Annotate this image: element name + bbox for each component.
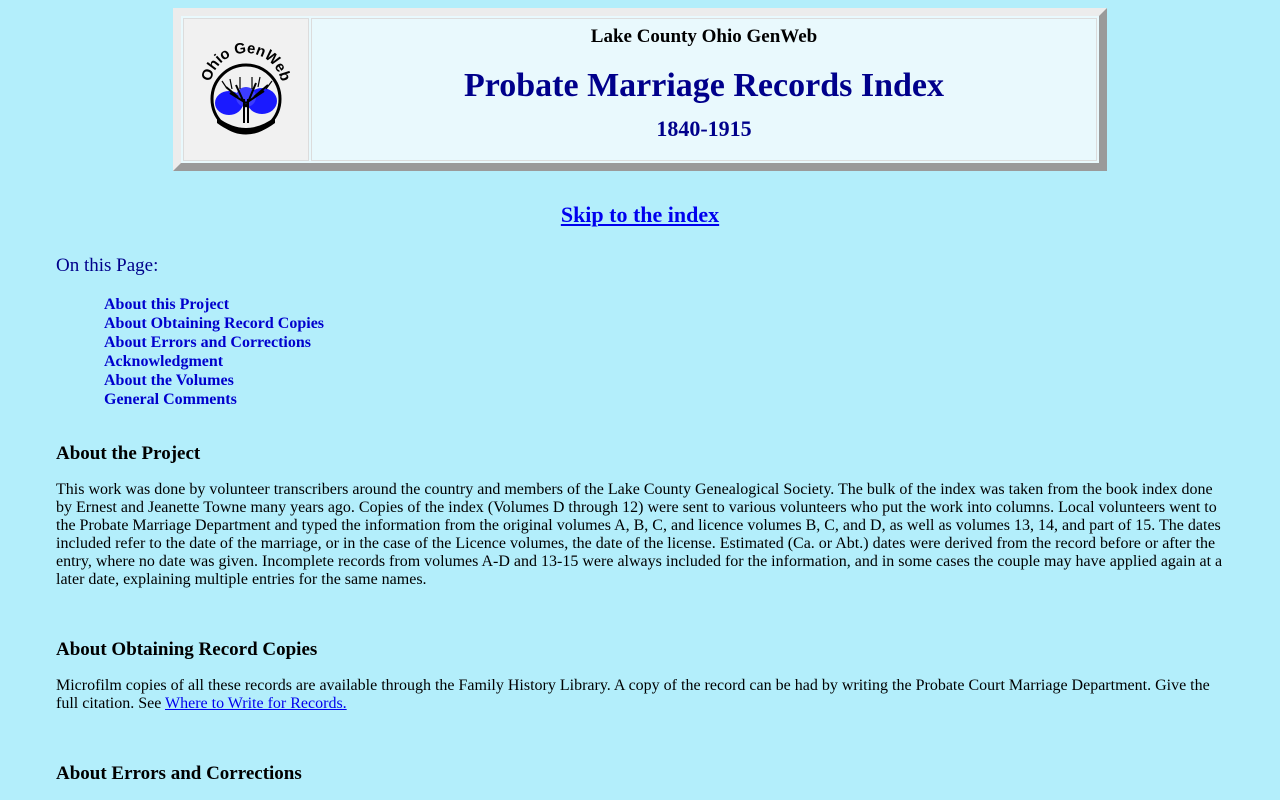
on-this-page-label: On this Page: [56, 255, 159, 276]
section-heading-project: About the Project [56, 443, 201, 464]
skip-link-container [0, 202, 1280, 228]
site-name: Lake County Ohio GenWeb [590, 26, 818, 47]
toc-link-obtaining-copies[interactable]: About Obtaining Record Copies [104, 315, 325, 332]
page-title: Probate Marriage Records Index [464, 67, 944, 104]
where-to-write-link[interactable]: Where to Write for Records. [165, 695, 347, 712]
skip-to-index-link[interactable]: Skip to the index [560, 202, 720, 227]
toc-link-volumes[interactable]: About the Volumes [104, 372, 234, 389]
table-of-contents [104, 295, 324, 409]
years-range: 1840-1915 [656, 116, 752, 141]
toc-link-acknowledgment[interactable]: Acknowledgment [104, 353, 224, 370]
toc-link-about-project[interactable]: About this Project [104, 296, 230, 313]
toc-item [104, 352, 324, 371]
copies-text: Microfilm copies of all these records are available through the Family History Library. A copy of the record can be had by writing the Probate Court Marriage Department. Give the full citation. See [56, 677, 1210, 712]
toc-item [104, 333, 324, 352]
section-text-copies [56, 677, 1226, 713]
header-banner [173, 8, 1107, 171]
section-text-project: This work was done by volunteer transcribers around the country and members of the Lake County Genealogical Society. The bulk of the index was taken from the book index done by Ernest and Jeanette Towne many years ago. Copies of the index (Volumes D through 12) were sent to various volunteers who put the work into columns. Local volunteers went to the Probate Marriage Department and typed the information from the original volumes A, B, C, and licence volumes B, C, and D, as well as volumes 13, 14, and part of 15. The dates included refer to the date of the marriage, or in the case of the Licence volumes, the date of the license. Estimated (Ca. or Abt.) dates were derived from the record before or after the entry, where no date was given. Incomplete records from volumes A-D and 13-15 were always included for the information, and in some cases the couple may have applied again at a later date, explaining multiple entries for the same names. [56, 481, 1223, 588]
logo-cell [183, 18, 309, 161]
logo-text: Ohio GenWeb [198, 39, 294, 84]
toc-item [104, 371, 324, 390]
toc-link-general-comments[interactable]: General Comments [104, 391, 237, 408]
toc-item [104, 295, 324, 314]
title-cell [311, 18, 1097, 161]
svg-text:Ohio GenWeb [198, 40, 294, 84]
ohio-genweb-logo [196, 37, 296, 137]
section-heading-errors: About Errors and Corrections [56, 763, 302, 784]
section-heading-copies: About Obtaining Record Copies [56, 639, 318, 660]
toc-link-errors-corrections[interactable]: About Errors and Corrections [104, 334, 311, 351]
toc-item [104, 390, 324, 409]
toc-item [104, 314, 324, 333]
